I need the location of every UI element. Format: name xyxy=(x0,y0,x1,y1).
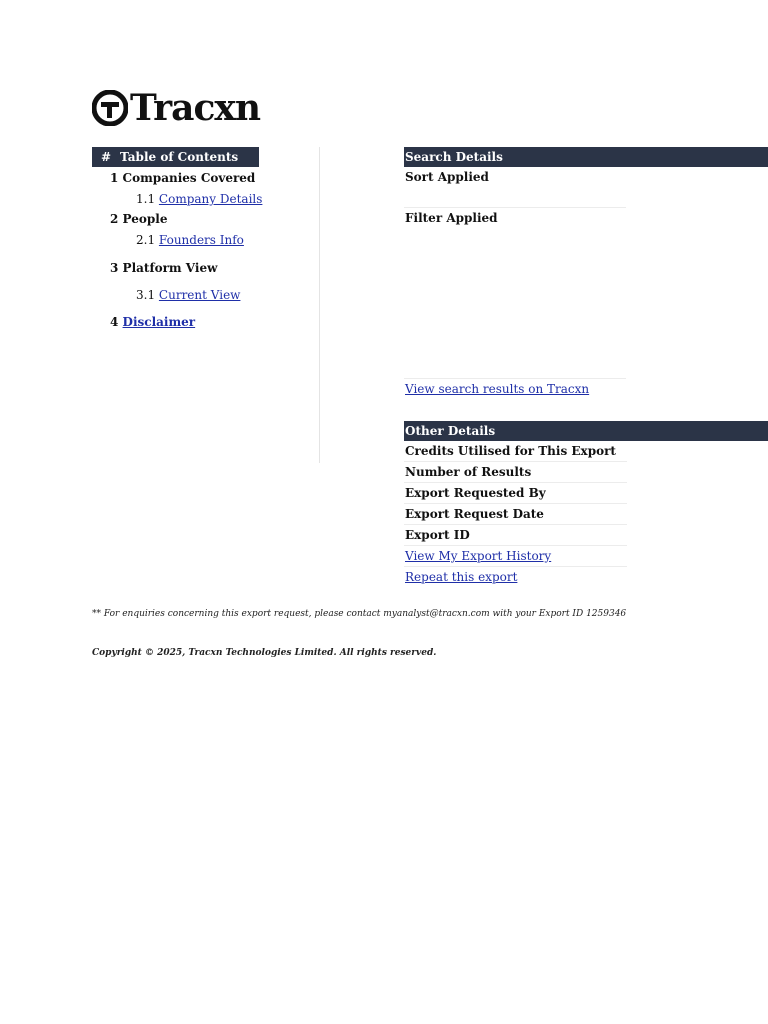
toc-item-people xyxy=(110,211,167,227)
enquiry-note: ** For enquiries concerning this export request, please contact myanalyst@tracxn.com with your Export ID 1259346 xyxy=(92,609,627,619)
search-details-header: Search Details xyxy=(404,147,768,167)
toc-header xyxy=(92,147,259,167)
toc-item-platform-view xyxy=(110,260,217,276)
repeat-export-row xyxy=(404,567,627,587)
company-details-link[interactable]: Company Details xyxy=(158,192,263,206)
toc-item-number: 2.1 xyxy=(136,233,156,247)
toc-item-number: 1.1 xyxy=(136,192,156,206)
toc-item-label: Platform View xyxy=(122,261,218,275)
toc-item-label: People xyxy=(122,212,168,226)
view-export-history-link[interactable]: View My Export History xyxy=(405,549,552,563)
toc-hash-label: # xyxy=(100,150,112,164)
tracxn-logo xyxy=(92,88,260,128)
founders-info-link[interactable]: Founders Info xyxy=(158,233,244,247)
toc-item-number: 4 xyxy=(110,315,119,329)
toc-item-number: 2 xyxy=(110,212,119,226)
view-search-results-row xyxy=(404,379,627,399)
toc-item-companies-covered xyxy=(110,170,255,186)
sort-applied-label: Sort Applied xyxy=(405,170,489,184)
export-history-row xyxy=(404,546,627,567)
export-request-date-label: Export Request Date xyxy=(404,504,627,525)
toc-item-number: 3 xyxy=(110,261,119,275)
toc-item-current-view xyxy=(136,287,240,303)
toc-title: Table of Contents xyxy=(120,150,239,164)
credits-utilised-label: Credits Utilised for This Export xyxy=(404,441,627,462)
other-details-section xyxy=(404,421,768,587)
toc-item-number: 1 xyxy=(110,171,119,185)
view-search-results-link[interactable]: View search results on Tracxn xyxy=(405,382,590,396)
toc-item-number: 3.1 xyxy=(136,288,156,302)
search-details-section xyxy=(404,147,768,399)
disclaimer-link[interactable]: Disclaimer xyxy=(122,315,196,329)
export-requested-by-label: Export Requested By xyxy=(404,483,627,504)
column-divider xyxy=(319,147,320,463)
filter-applied-value xyxy=(404,228,626,379)
toc-item-company-details xyxy=(136,191,262,207)
filter-applied-label: Filter Applied xyxy=(405,211,498,225)
tracxn-logo-icon xyxy=(92,90,128,126)
table-of-contents xyxy=(92,147,263,329)
other-details-header: Other Details xyxy=(404,421,768,441)
export-id-label: Export ID xyxy=(404,525,627,546)
sort-applied-value xyxy=(404,187,626,208)
toc-item-label: Companies Covered xyxy=(122,171,256,185)
number-of-results-label: Number of Results xyxy=(404,462,627,483)
current-view-link[interactable]: Current View xyxy=(158,288,241,302)
repeat-export-link[interactable]: Repeat this export xyxy=(405,570,518,584)
toc-item-disclaimer xyxy=(110,314,195,330)
toc-item-founders-info xyxy=(136,232,244,248)
logo-text: Tracxn xyxy=(130,87,261,129)
copyright-text: Copyright © 2025, Tracxn Technologies Limited. All rights reserved. xyxy=(92,648,437,658)
